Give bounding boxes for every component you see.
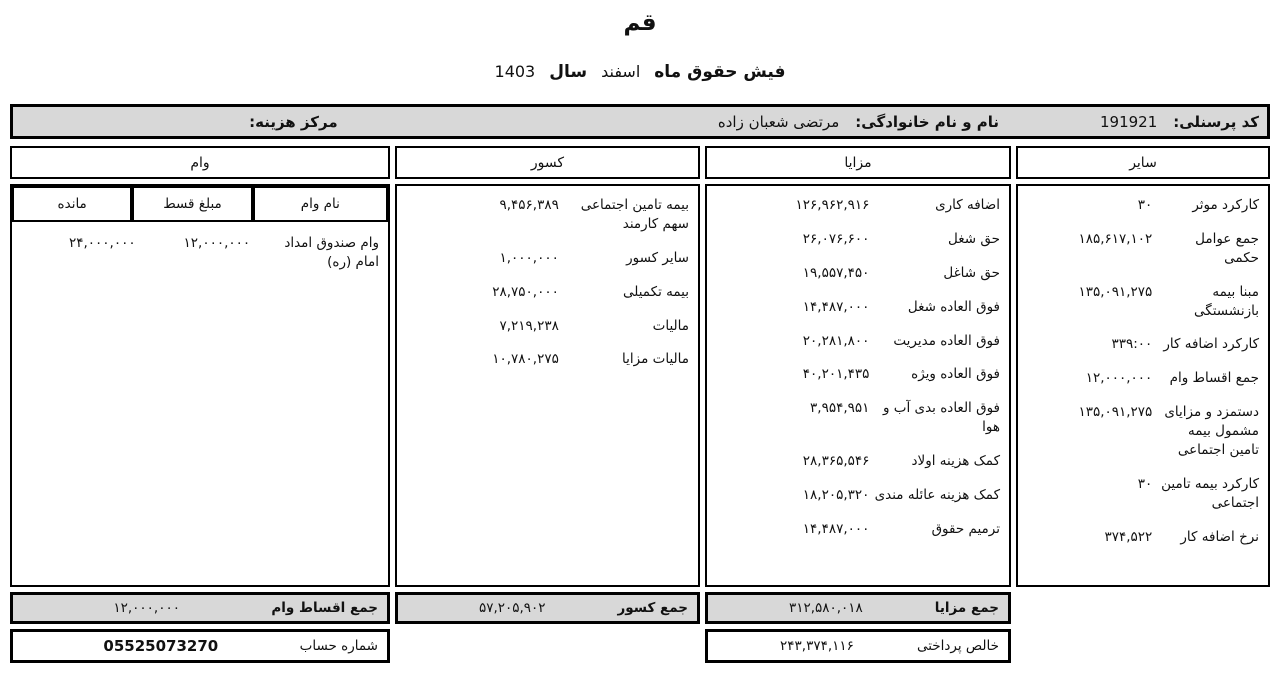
net-pay-row [705,629,1011,663]
column-loan-body [10,184,390,587]
loan-total-value: ۱۲,۰۰۰,۰۰۰ [113,600,180,616]
row-value: ۲۶,۰۷۶,۶۰۰ [802,230,870,247]
full-name-value: مرتضی شعبان زاده [717,112,840,131]
table-row [716,399,1000,437]
row-value: ۹,۴۵۶,۳۸۹ [499,197,559,213]
full-name-group [566,113,999,131]
row-label: نرخ اضافه کار [1180,528,1259,545]
row-label: فوق العاده ویژه [911,366,1000,383]
cost-center-label: مرکز هزینه: [249,112,338,131]
row-label: فوق العاده مدیریت [893,332,1000,349]
slip-label: فیش حقوق ماه [654,62,786,82]
row-value: ۱,۰۰۰,۰۰۰ [499,249,559,266]
table-row [716,230,1000,249]
loan-subheader-row [12,186,388,222]
full-name-label: نام و نام خانوادگی: [855,112,1000,131]
row-label: کارکرد موثر [1192,197,1259,213]
row-label: بیمه تکمیلی [623,283,689,300]
row-value: ۳۰ [1137,475,1153,492]
personnel-code-group [999,113,1259,131]
table-row [406,283,689,302]
loan-total-row [10,592,390,624]
row-label: اضافه کاری [935,197,1000,213]
column-benefits-body [705,184,1011,587]
loan-installment-column-header: مبلغ قسط [132,186,252,222]
deductions-total-value: ۵۷,۲۰۵,۹۰۲ [478,600,546,616]
row-value: ۲۸,۳۶۵,۵۴۶ [802,453,870,470]
row-value: ۱۴,۴۸۷,۰۰۰ [802,520,870,537]
table-row [1027,528,1259,547]
row-label: مبنا بیمه بازنشستگی [1193,283,1259,319]
row-label: دستمزد و مزایای مشمول بیمه تامین اجتماعی [1164,404,1259,459]
table-row [1027,196,1259,215]
table-row [716,196,1000,215]
table-row [1027,335,1259,354]
column-other-header: سایر [1016,146,1270,179]
row-value: ۱۹,۵۵۷,۴۵۰ [802,264,870,281]
row-label: کارکرد اضافه کار [1163,336,1259,353]
column-loan [10,146,390,663]
benefits-total-label: جمع مزایا [934,600,999,616]
row-label: فوق العاده شغل [907,298,1000,315]
row-label: کمک هزینه اولاد [911,453,1000,470]
slip-subtitle [0,62,1280,82]
row-value: ۷,۲۱۹,۲۳۸ [499,317,559,334]
column-other-body [1016,184,1270,587]
benefits-total-value: ۳۱۲,۵۸۰,۰۱۸ [788,600,863,616]
row-label: بیمه تامین اجتماعی سهم کارمند [580,197,689,232]
row-value: ۱۲,۰۰۰,۰۰۰ [1085,370,1153,387]
row-label: حق شاغل [943,264,1000,281]
row-value: ۲۰,۲۸۱,۸۰۰ [802,332,870,349]
page-title: قم [623,10,657,36]
loan-balance-value: ۲۴,۰۰۰,۰۰۰ [68,235,136,251]
row-label: کمک هزینه عائله مندی [874,487,1000,504]
deductions-total-label: جمع کسور [617,600,688,616]
cost-center-group [21,113,566,131]
table-row [716,264,1000,283]
column-other [1016,146,1270,587]
personnel-code-value: 191921 [1099,112,1158,131]
benefits-total-row [705,592,1011,624]
row-value: ۱۸۵,۶۱۷,۱۰۲ [1078,230,1153,247]
personnel-code-label: کد پرسنلی: [1173,112,1259,131]
row-label: جمع اقساط وام [1169,370,1259,387]
slip-month: اسفند [601,62,641,81]
loan-name-column-header: نام وام [253,186,388,222]
loan-row [12,222,388,272]
column-deductions-header: کسور [395,146,700,179]
table-row [716,332,1000,351]
table-row [406,350,689,369]
loan-total-label: جمع اقساط وام [271,600,378,616]
row-label: مالیات مزایا [622,351,689,368]
table-row [406,196,689,234]
row-label: مالیات [652,317,689,334]
table-row [716,298,1000,317]
table-row [716,365,1000,384]
table-row [406,249,689,268]
deductions-total-row [395,592,700,624]
row-label: کارکرد بیمه تامین اجتماعی [1161,475,1259,511]
year-value: 1403 [494,62,536,81]
account-number-value: 05525073270 [103,637,219,655]
row-value: ۱۳۵,۰۹۱,۲۷۵ [1078,283,1153,300]
row-label: جمع عوامل حکمی [1195,230,1259,266]
net-pay-value: ۲۴۳,۳۷۴,۱۱۶ [780,638,854,654]
column-deductions [395,146,700,624]
row-value: ۱۰,۷۸۰,۲۷۵ [492,351,559,368]
table-row [1027,475,1259,513]
row-label: ترمیم حقوق [931,520,1000,537]
table-row [1027,369,1259,388]
row-label: فوق العاده بدی آب و هوا [882,400,1000,436]
column-loan-header: وام [10,146,390,179]
row-value: ۳۳۹:۰۰ [1111,336,1153,353]
loan-balance-column-header: مانده [12,186,132,222]
account-number-row [10,629,390,663]
row-value: ۳,۹۵۴,۹۵۱ [810,400,870,417]
identity-bar [10,104,1270,139]
row-value: ۱۸,۲۰۵,۳۲۰ [802,487,870,504]
table-row [1027,283,1259,321]
row-label: حق شغل [948,230,1000,247]
row-value: ۳۷۴,۵۲۲ [1104,528,1153,545]
row-value: ۲۸,۷۵۰,۰۰۰ [492,283,559,300]
net-pay-label: خالص پرداختی [916,638,999,654]
row-value: ۴۰,۲۰۱,۴۳۵ [802,366,870,383]
year-label: سال [549,62,588,82]
row-value: ۱۲۶,۹۶۲,۹۱۶ [795,197,870,213]
table-row [1027,403,1259,460]
account-number-label: شماره حساب [299,638,378,654]
row-value: ۱۴,۴۸۷,۰۰۰ [802,298,870,315]
table-row [716,486,1000,505]
row-value: ۳۰ [1137,197,1153,213]
table-row [716,452,1000,471]
table-row [1027,230,1259,268]
loan-installment-value: ۱۲,۰۰۰,۰۰۰ [183,235,251,251]
row-value: ۱۳۵,۰۹۱,۲۷۵ [1078,404,1153,421]
column-benefits-header: مزایا [705,146,1011,179]
columns-area [10,146,1270,663]
table-row [406,317,689,336]
column-benefits [705,146,1011,663]
row-label: سایر کسور [626,249,689,266]
column-deductions-body [395,184,700,587]
loan-name-value: وام صندوق امداد امام (ره) [284,235,379,270]
table-row [716,520,1000,539]
